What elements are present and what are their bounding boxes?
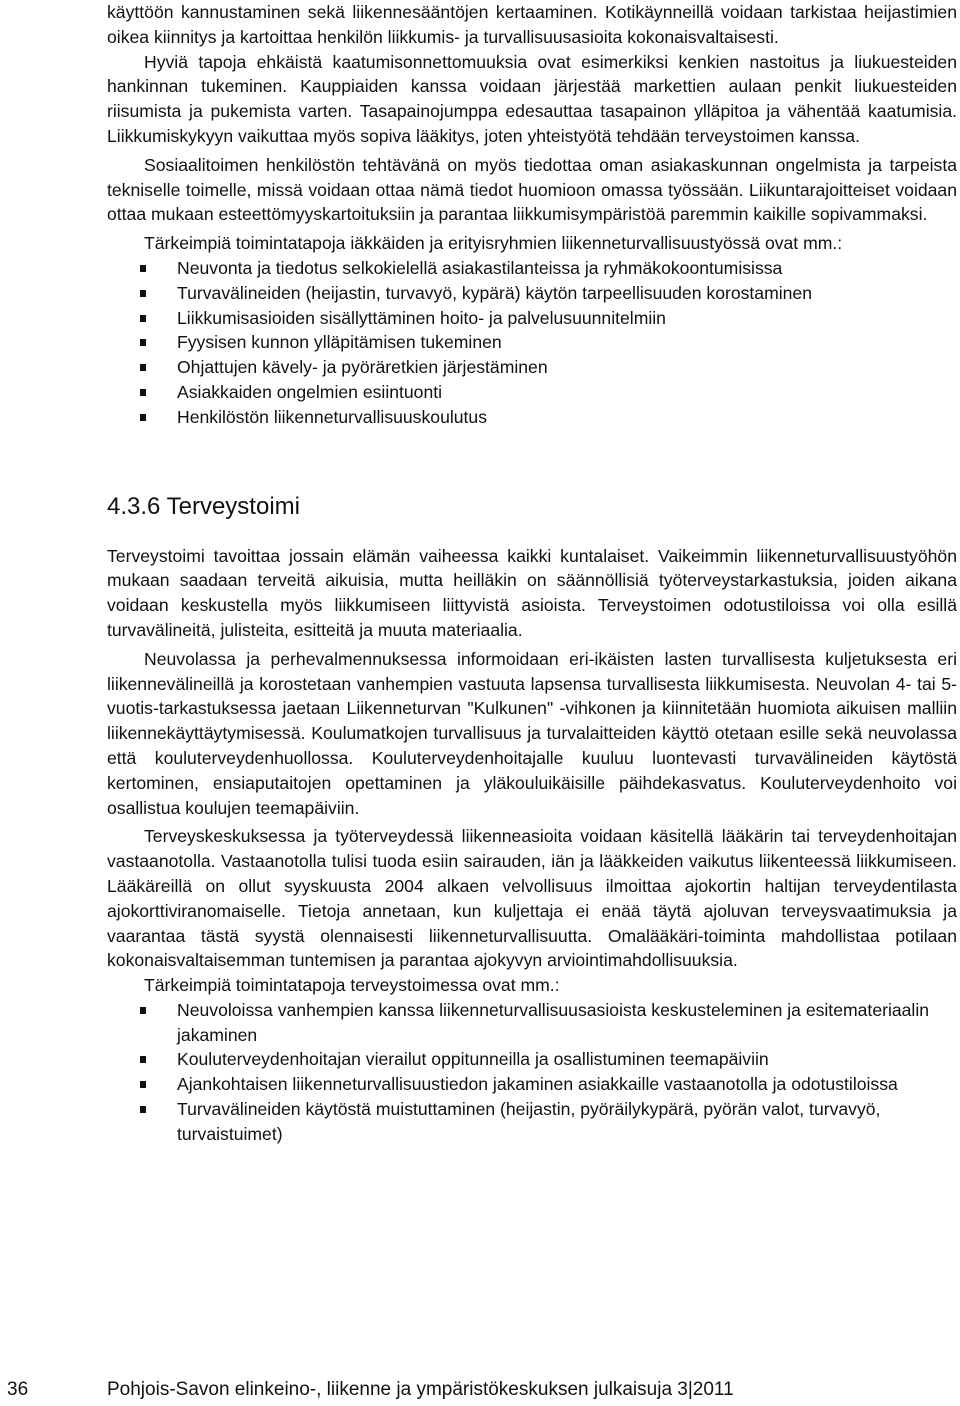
- paragraph-maternity-clinic: Neuvolassa ja perhevalmennuksessa informoidaan eri-ikäisten lasten turvallisesta kuljetuksesta eri liikennevälineillä ja korostetaan vanhempien vastuuta lapsensa turvallisesta liikkumisesta. Neuvolan 4- tai 5-vuotis-tarkastuksessa jaetaan Liikenneturvan "Kulkunen" -vihkonen ja kiinnitetään huomiota aikuisen malliin liikennekäyttäytymisessä. Koulumatkojen turvallisuus ja turvalaitteiden käyttö otetaan esille sekä neuvolassa että kouluterveydenhuollossa. Kouluterveydenhoitajalle kuuluu luontevasti turvavälineiden käytöstä kertominen, ensiaputaitojen opettaminen ja yläkouluikäisille päihdekasvatus. Kouluterveydenhoito voi osallistua koulujen teemapäiviin.: [107, 648, 957, 818]
- publication-title: Pohjois-Savon elinkeino-, liikenne ja ympäristökeskuksen julkaisuja 3|2011: [107, 1379, 734, 1400]
- bullet-square-icon: [140, 290, 146, 297]
- bullet-square-icon: [140, 339, 146, 346]
- list-item: Asiakkaiden ongelmien esiintuonti: [107, 380, 957, 405]
- bullet-square-icon: [140, 265, 146, 272]
- page-number: 36: [7, 1379, 29, 1400]
- bullet-square-icon: [140, 315, 146, 322]
- bullet-square-icon: [140, 364, 146, 371]
- paragraph-home-visits: käyttöön kannustaminen sekä liikennesääntöjen kertaaminen. Kotikäynneillä voidaan tarkistaa heijastimien oikea kiinnitys ja kartoittaa henkilön liikkumis- ja turvallisuusasioita kokonaisvaltaisesti.: [107, 2, 957, 47]
- paragraph-health-centre: Terveyskeskuksessa ja työterveydessä liikenneasioita voidaan käsitellä lääkärin tai terveydenhoitajan vastaanotolla. Vastaanotolla tulisi tuoda esiin sairauden, iän ja lääkkeiden vaikutus liikenteessä liikkumiseen. Lääkäreillä on ollut syyskuusta 2004 alkaen velvollisuus ilmoittaa ajokortin haltijan terveydentilasta ajokorttiviranomaiselle. Tietoja annetaan, kun kuljettaja ei enää täytä ajoluvan terveysvaatimuksia ja vaarantaa tästä syystä olennaisesti liikenneturvallisuutta. Omalääkäri-toiminta mahdollistaa potilaan kokonaisvaltaisemman tuntemisen ja parantaa ajokyvyn arviointimahdollisuuksia.: [107, 826, 957, 971]
- paragraph-health-practices-intro: Tärkeimpiä toimintatapoja terveystoimessa ovat mm.:: [144, 975, 560, 996]
- list-item: Ajankohtaisen liikenneturvallisuustiedon jakaminen asiakkaille vastaanotolla ja odotustiloissa: [107, 1072, 957, 1097]
- list-item: Turvavälineiden (heijastin, turvavyö, kypärä) käytön tarpeellisuuden korostaminen: [107, 281, 957, 306]
- list-item: Neuvonta ja tiedotus selkokielellä asiakastilanteissa ja ryhmäkokoontumisissa: [107, 256, 957, 281]
- list-item: Fyysisen kunnon ylläpitämisen tukeminen: [107, 330, 957, 355]
- page-body: [107, 0, 957, 1147]
- list-item: Ohjattujen kävely- ja pyöräretkien järjestäminen: [107, 355, 957, 380]
- bullet-list-health-practices: [107, 998, 957, 1147]
- bullet-square-icon: [140, 414, 146, 421]
- bullet-square-icon: [140, 389, 146, 396]
- list-item: Turvavälineiden käytöstä muistuttaminen (heijastin, pyöräilykypärä, pyörän valot, turvavyö, turvaistuimet): [107, 1097, 957, 1147]
- paragraph-key-practices-intro: Tärkeimpiä toimintatapoja iäkkäiden ja erityisryhmien liikenneturvallisuustyössä ovat mm.:: [144, 233, 843, 254]
- list-item: Henkilöstön liikenneturvallisuuskoulutus: [107, 405, 957, 430]
- list-item: Neuvoloissa vanhempien kanssa liikenneturvallisuusasioista keskusteleminen ja esitemateriaalin jakaminen: [107, 998, 957, 1048]
- bullet-square-icon: [140, 1081, 146, 1088]
- list-item: Liikkumisasioiden sisällyttäminen hoito- ja palvelusuunnitelmiin: [107, 306, 957, 331]
- bullet-square-icon: [140, 1106, 146, 1113]
- bullet-square-icon: [140, 1056, 146, 1063]
- bullet-list-elderly-practices: [107, 256, 957, 430]
- bullet-square-icon: [140, 1007, 146, 1014]
- paragraph-fall-prevention: Hyviä tapoja ehkäistä kaatumisonnettomuuksia ovat esimerkiksi kenkien nastoitus ja liukuesteiden hankinnan tukeminen. Kauppiaiden kanssa voidaan järjestää markettien aulaan penkit liukuesteiden riisumista ja pukemista varten. Tasapainojumppa edesauttaa tasapainon ylläpitoa ja vähentää kaatumisia. Liikkumiskykyyn vaikuttaa myös sopiva lääkitys, joten yhteistyötä tehdään terveystoimen kanssa.: [107, 51, 957, 146]
- section-heading: 4.3.6 Terveystoimi: [107, 492, 300, 520]
- list-item: Kouluterveydenhoitajan vierailut oppitunneilla ja osallistuminen teemapäiviin: [107, 1047, 957, 1072]
- paragraph-social-services: Sosiaalitoimen henkilöstön tehtävänä on myös tiedottaa oman asiakaskunnan ongelmista ja tarpeista tekniselle toimelle, missä voidaan ottaa nämä tiedot huomioon omassa työssään. Liikuntarajoitteiset voidaan ottaa mukaan esteettömyyskartoituksiin ja parantaa liikkumisympäristöä paremmin kaikille sopivammaksi.: [107, 154, 957, 225]
- paragraph-health-intro: Terveystoimi tavoittaa jossain elämän vaiheessa kaikki kuntalaiset. Vaikeimmin liikenneturvallisuustyöhön mukaan saadaan terveitä aikuisia, mutta heilläkin on säännöllisiä työterveystarkastuksia, joiden aikana voidaan keskustella myös liikkumiseen liittyvistä asioista. Terveystoimen odotustiloissa voi olla esillä turvavälineitä, julisteita, esitteitä ja muuta materiaalia.: [107, 545, 957, 640]
